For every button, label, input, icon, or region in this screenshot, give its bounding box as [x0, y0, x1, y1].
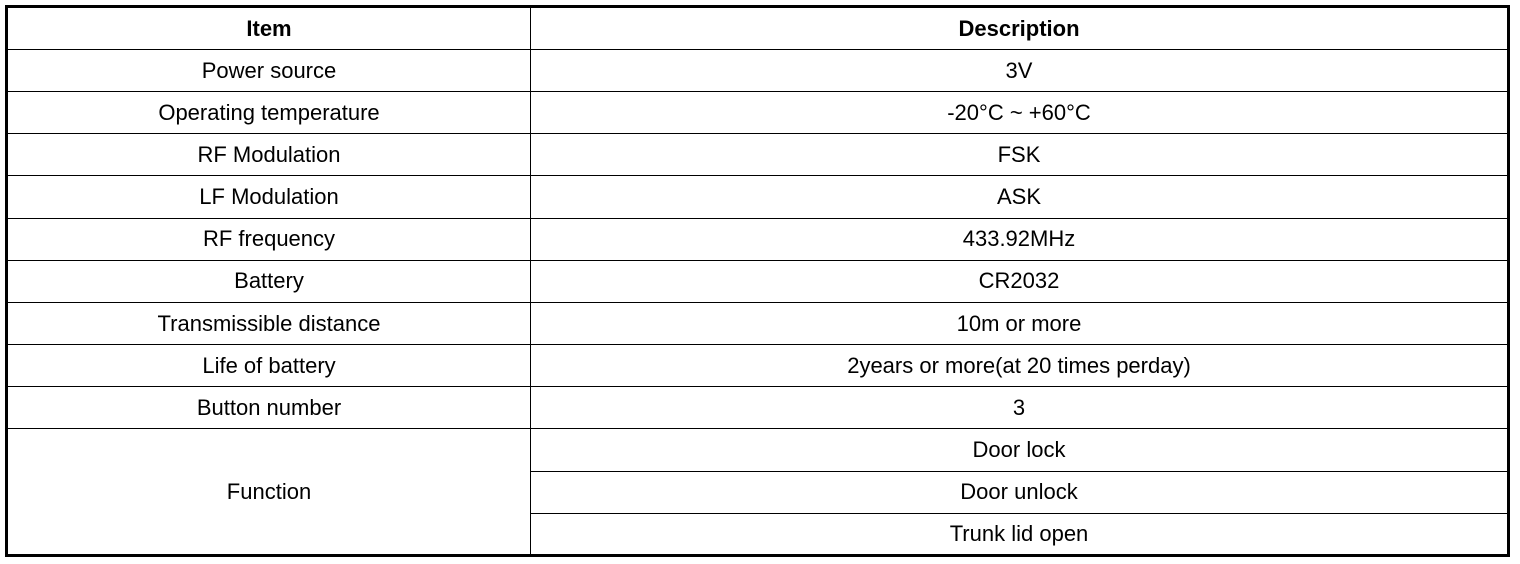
description-cell: ASK	[531, 176, 1509, 218]
function-description-cell: Door unlock	[531, 471, 1509, 513]
function-description-cell: Door lock	[531, 429, 1509, 471]
table-row	[7, 218, 1509, 260]
item-cell: Transmissible distance	[7, 302, 531, 344]
item-cell: RF frequency	[7, 218, 531, 260]
description-cell: 10m or more	[531, 302, 1509, 344]
table-row	[7, 176, 1509, 218]
header-description: Description	[531, 7, 1509, 50]
table-row-function	[7, 429, 1509, 471]
item-cell: Life of battery	[7, 345, 531, 387]
table-row	[7, 92, 1509, 134]
item-cell: Operating temperature	[7, 92, 531, 134]
header-item: Item	[7, 7, 531, 50]
table-row	[7, 260, 1509, 302]
description-cell: CR2032	[531, 260, 1509, 302]
table-row	[7, 387, 1509, 429]
table-row	[7, 345, 1509, 387]
table-row	[7, 134, 1509, 176]
description-cell: -20°C ~ +60°C	[531, 92, 1509, 134]
item-cell: Button number	[7, 387, 531, 429]
function-description-cell: Trunk lid open	[531, 513, 1509, 555]
item-cell: Battery	[7, 260, 531, 302]
description-cell: 433.92MHz	[531, 218, 1509, 260]
description-cell: 3V	[531, 50, 1509, 92]
item-cell: LF Modulation	[7, 176, 531, 218]
function-item-cell: Function	[7, 429, 531, 556]
description-cell: FSK	[531, 134, 1509, 176]
table-row	[7, 50, 1509, 92]
item-cell: Power source	[7, 50, 531, 92]
description-cell: 2years or more(at 20 times perday)	[531, 345, 1509, 387]
description-cell: 3	[531, 387, 1509, 429]
item-cell: RF Modulation	[7, 134, 531, 176]
spec-table	[5, 5, 1510, 557]
table-row	[7, 302, 1509, 344]
header-row	[7, 7, 1509, 50]
